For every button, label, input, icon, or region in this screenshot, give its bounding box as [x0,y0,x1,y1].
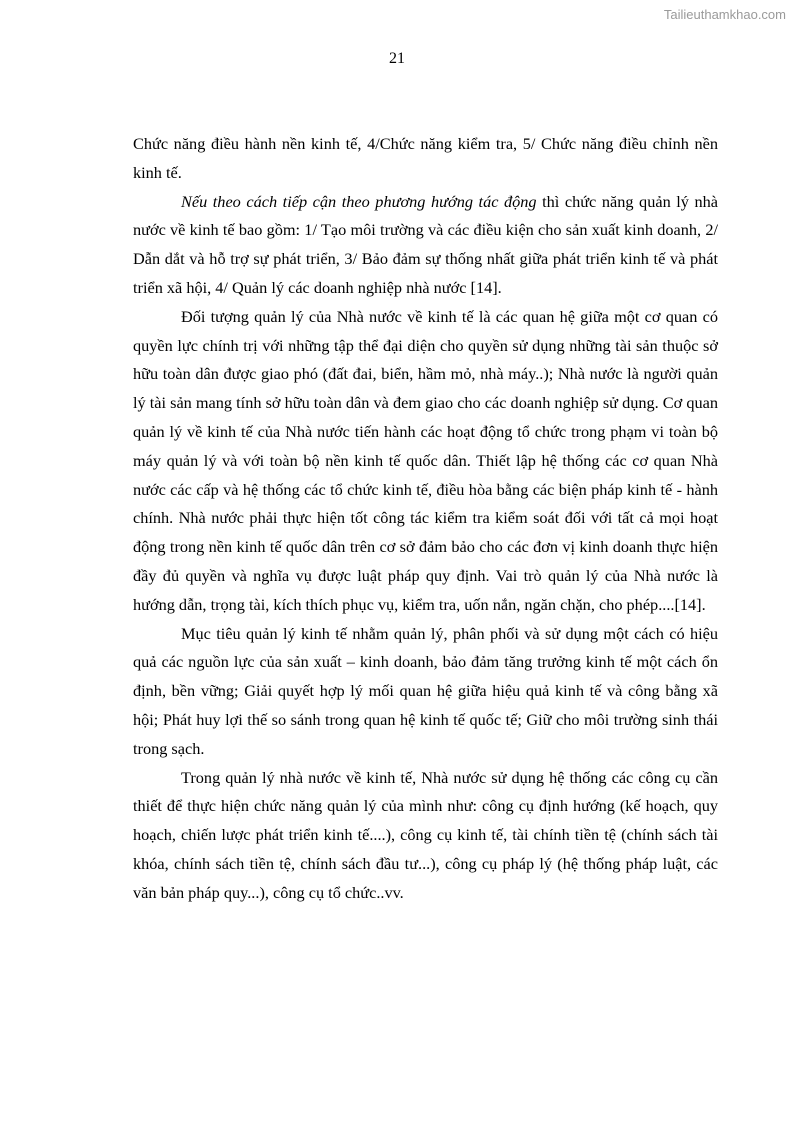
page-number: 21 [389,50,405,67]
document-body [133,130,718,908]
paragraph-functions-by-direction [133,188,718,303]
paragraph-management-goals: Mục tiêu quản lý kinh tế nhằm quản lý, phân phối và sử dụng một cách có hiệu quả các nguồn lực của sản xuất – kinh doanh, bảo đảm tăng trưởng kinh tế một cách ổn định, bền vững; Giải quyết hợp lý mối quan hệ giữa hiệu quả kinh tế và công bằng xã hội; Phát huy lợi thế so sánh trong quan hệ kinh tế quốc tế; Giữ cho môi trường sinh thái trong sạch. [133,623,718,758]
italic-lead-phrase: Nếu theo cách tiếp cận theo phương hướng tác động [181,191,537,211]
paragraph-text: thì chức năng quản lý nhà nước về kinh tế bao gồm: 1/ Tạo môi trường và các điều kiện cho sản xuất kinh doanh, 2/ Dẫn dắt và hỗ trợ sự phát triển, 3/ Bảo đảm sự thống nhất giữa phát triển kinh tế và phát triển xã hội, 4/ Quản lý các doanh nghiệp nhà nước [14]. [133,191,718,297]
paragraph-management-object: Đối tượng quản lý của Nhà nước về kinh tế là các quan hệ giữa một cơ quan có quyền lực chính trị với những tập thể đại diện cho quyền sử dụng những tài sản thuộc sở hữu toàn dân được giao phó (đất đai, biển, hầm mỏ, nhà máy..); Nhà nước là người quản lý tài sản mang tính sở hữu toàn dân và đem giao cho các doanh nghiệp sử dụng. Cơ quan quản lý về kinh tế của Nhà nước tiến hành các hoạt động tổ chức trong phạm vi toàn bộ máy quản lý và với toàn bộ nền kinh tế quốc dân. Thiết lập hệ thống các cơ quan Nhà nước các cấp và hệ thống các tổ chức kinh tế, điều hòa bằng các biện pháp kinh tế - hành chính. Nhà nước phải thực hiện tốt công tác kiểm tra kiểm soát đối với tất cả mọi hoạt động trong nền kinh tế quốc dân trên cơ sở đảm bảo cho các đơn vị kinh doanh thực hiện đầy đủ quyền và nghĩa vụ được luật pháp quy định. Vai trò quản lý của Nhà nước là hướng dẫn, trọng tài, kích thích phục vụ, kiểm tra, uốn nắn, ngăn chặn, cho phép....[14]. [133,306,718,614]
paragraph-management-tools: Trong quản lý nhà nước về kinh tế, Nhà nước sử dụng hệ thống các công cụ cần thiết để thực hiện chức năng quản lý của mình như: công cụ định hướng (kế hoạch, quy hoạch, chiến lược phát triển kinh tế....), công cụ kinh tế, tài chính tiền tệ (chính sách tài khóa, chính sách tiền tệ, chính sách đầu tư...), công cụ pháp lý (hệ thống pháp luật, các văn bản pháp quy...), công cụ tổ chức..vv. [133,767,718,902]
watermark: Tailieuthamkhao.com [663,7,786,22]
paragraph-continuation: Chức năng điều hành nền kinh tế, 4/Chức năng kiểm tra, 5/ Chức năng điều chỉnh nền kinh tế. [133,134,718,182]
